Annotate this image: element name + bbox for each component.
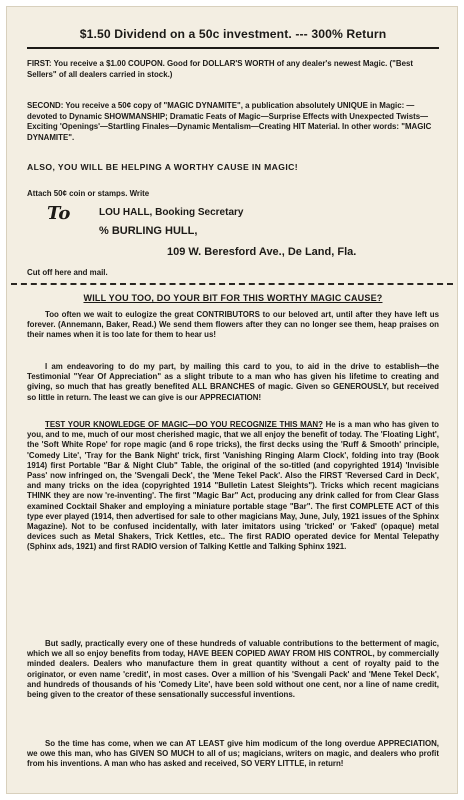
address-line-2: % BURLING HULL, [99,225,198,237]
address-line-1: LOU HALL, Booking Secretary [99,207,244,218]
postcard [6,6,458,794]
attach-payment-line: Attach 50¢ coin or stamps. Write [27,189,150,198]
test-knowledge-body: He is a man who has given to you, and to me, much of our most cherished magic, that we all enjoy the benefit of today. The 'Floating Light', the 'Soft White Rope' for rope magic (and 6 rope tricks), the first decks using the 'Ruff & Smooth' principle, 'Comedy Lite', 'Tray for the Bank Night' trick, first 'Vanishing Ringing Alarm Clock', folding into tray (Book 1914) first Portable "Bar & Night Club" Table, the original of the so-titled (and copyrighted 1914) 'Invisible Pass' now infringed on, the 'Svengali Deck', the 'Mene Tekel Pack'. Also the FIRST 'Reversed Card in Deck', and many tricks on the idea (copyrighted 1914 "Bulletin Latest Sleights"). Tricks which recent magicians THINK they are now 're-inventing'. The first "Magic Bar" Act, producing any drink called for from Clear Glass examined Cocktail Shaker and employing a miniature portable stage "Bar". The first COMPLETE ACT of this type ever played (1914, then advertised for sale to other magicians May, June, July, 1921 issues of the Sphinx Magazine). Not to be confused incidentally, with later imitators using 'tricked' or 'Faked' (opaque) metal devices such as Metal Shakers, Trick Kettles, etc.. The first RADIO operated device for Mental Telepathy (Sphinx ads, 1921) and first RADIO version of Talking Kettle and Talking Sphinx 1921. [27,420,439,552]
endeavoring-paragraph: I am endeavoring to do my part, by mailing this card to you, to aid in the drive to establish—the Testimonial "Year Of Appreciation" as a slight tribute to a man who has given his lifetime to creating and giving, so much that has greatly benefited ALL BRANCHES of magic. Given so GENEROUSLY, but received so little in return. The least we can give is our APPRECIATION! [27,362,439,402]
address-line-3: 109 W. Beresford Ave., De Land, Fla. [167,246,357,258]
worthy-cause-line: ALSO, YOU WILL BE HELPING A WORTHY CAUSE IN MAGIC! [27,162,298,172]
cut-line-divider [11,283,453,285]
test-knowledge-paragraph [27,420,439,553]
sadly-paragraph: But sadly, practically every one of these hundreds of valuable contributions to the betterment of magic, which we all so enjoy benefits from today, HAVE BEEN COPIED AWAY FROM HIS CONTROL, by commercially minded dealers. Dealers who manufacture them in great quantity without a cent of royalty paid to the originator, or even name 'credit', in most cases. Over a million of his 'Svengali Pack' and 'Mene Tekel Deck', and hundreds of thousands of his 'Comedy Lite', have been sold without one cent, nor a line of name credit, being given to the creator of these sensationally successful inventions. [27,639,439,700]
time-has-come-paragraph: So the time has come, when we can AT LEAST give him modicum of the long overdue APPRECIATION, we owe this man, who has GIVEN SO MUCH to all of us; magicians, writers on magic, and dealers who profit from his inventions. A man who has asked and received, SO VERY LITTLE, in return! [27,739,439,769]
test-knowledge-lead: TEST YOUR KNOWLEDGE OF MAGIC—DO YOU RECOGNIZE THIS MAN? [45,420,323,429]
cut-off-instruction: Cut off here and mail. [27,268,108,277]
cause-heading: WILL YOU TOO, DO YOUR BIT FOR THIS WORTHY MAGIC CAUSE? [83,293,383,303]
title-divider [27,47,439,49]
second-offer-paragraph: SECOND: You receive a 50¢ copy of "MAGIC DYNAMITE", a publication absolutely UNIQUE in Magic: —devoted to Dynamic SHOWMANSHIP; Dramatic Feats of Magic—Surprise Effects with Unexpected Twists—Exciting 'Openings'—Startling Finales—Dynamic Mentalism—Creating HIT Material. In other words: "MAGIC DYNAMITE". [27,101,432,142]
to-label: To [47,203,71,224]
eulogize-paragraph: Too often we wait to eulogize the great CONTRIBUTORS to our beloved art, until after they have left us forever. (Annemann, Baker, Read.) We send them flowers after they can no longer see them, heap praises on their names when it is too late for them to hear us! [27,310,439,340]
first-offer-paragraph: FIRST: You receive a $1.00 COUPON. Good for DOLLAR'S WORTH of any dealer's newest Magic. ("Best Sellers" of all dealers carried in stock.) [27,59,414,79]
headline-title: $1.50 Dividend on a 50c investment. --- 300% Return [79,27,387,41]
